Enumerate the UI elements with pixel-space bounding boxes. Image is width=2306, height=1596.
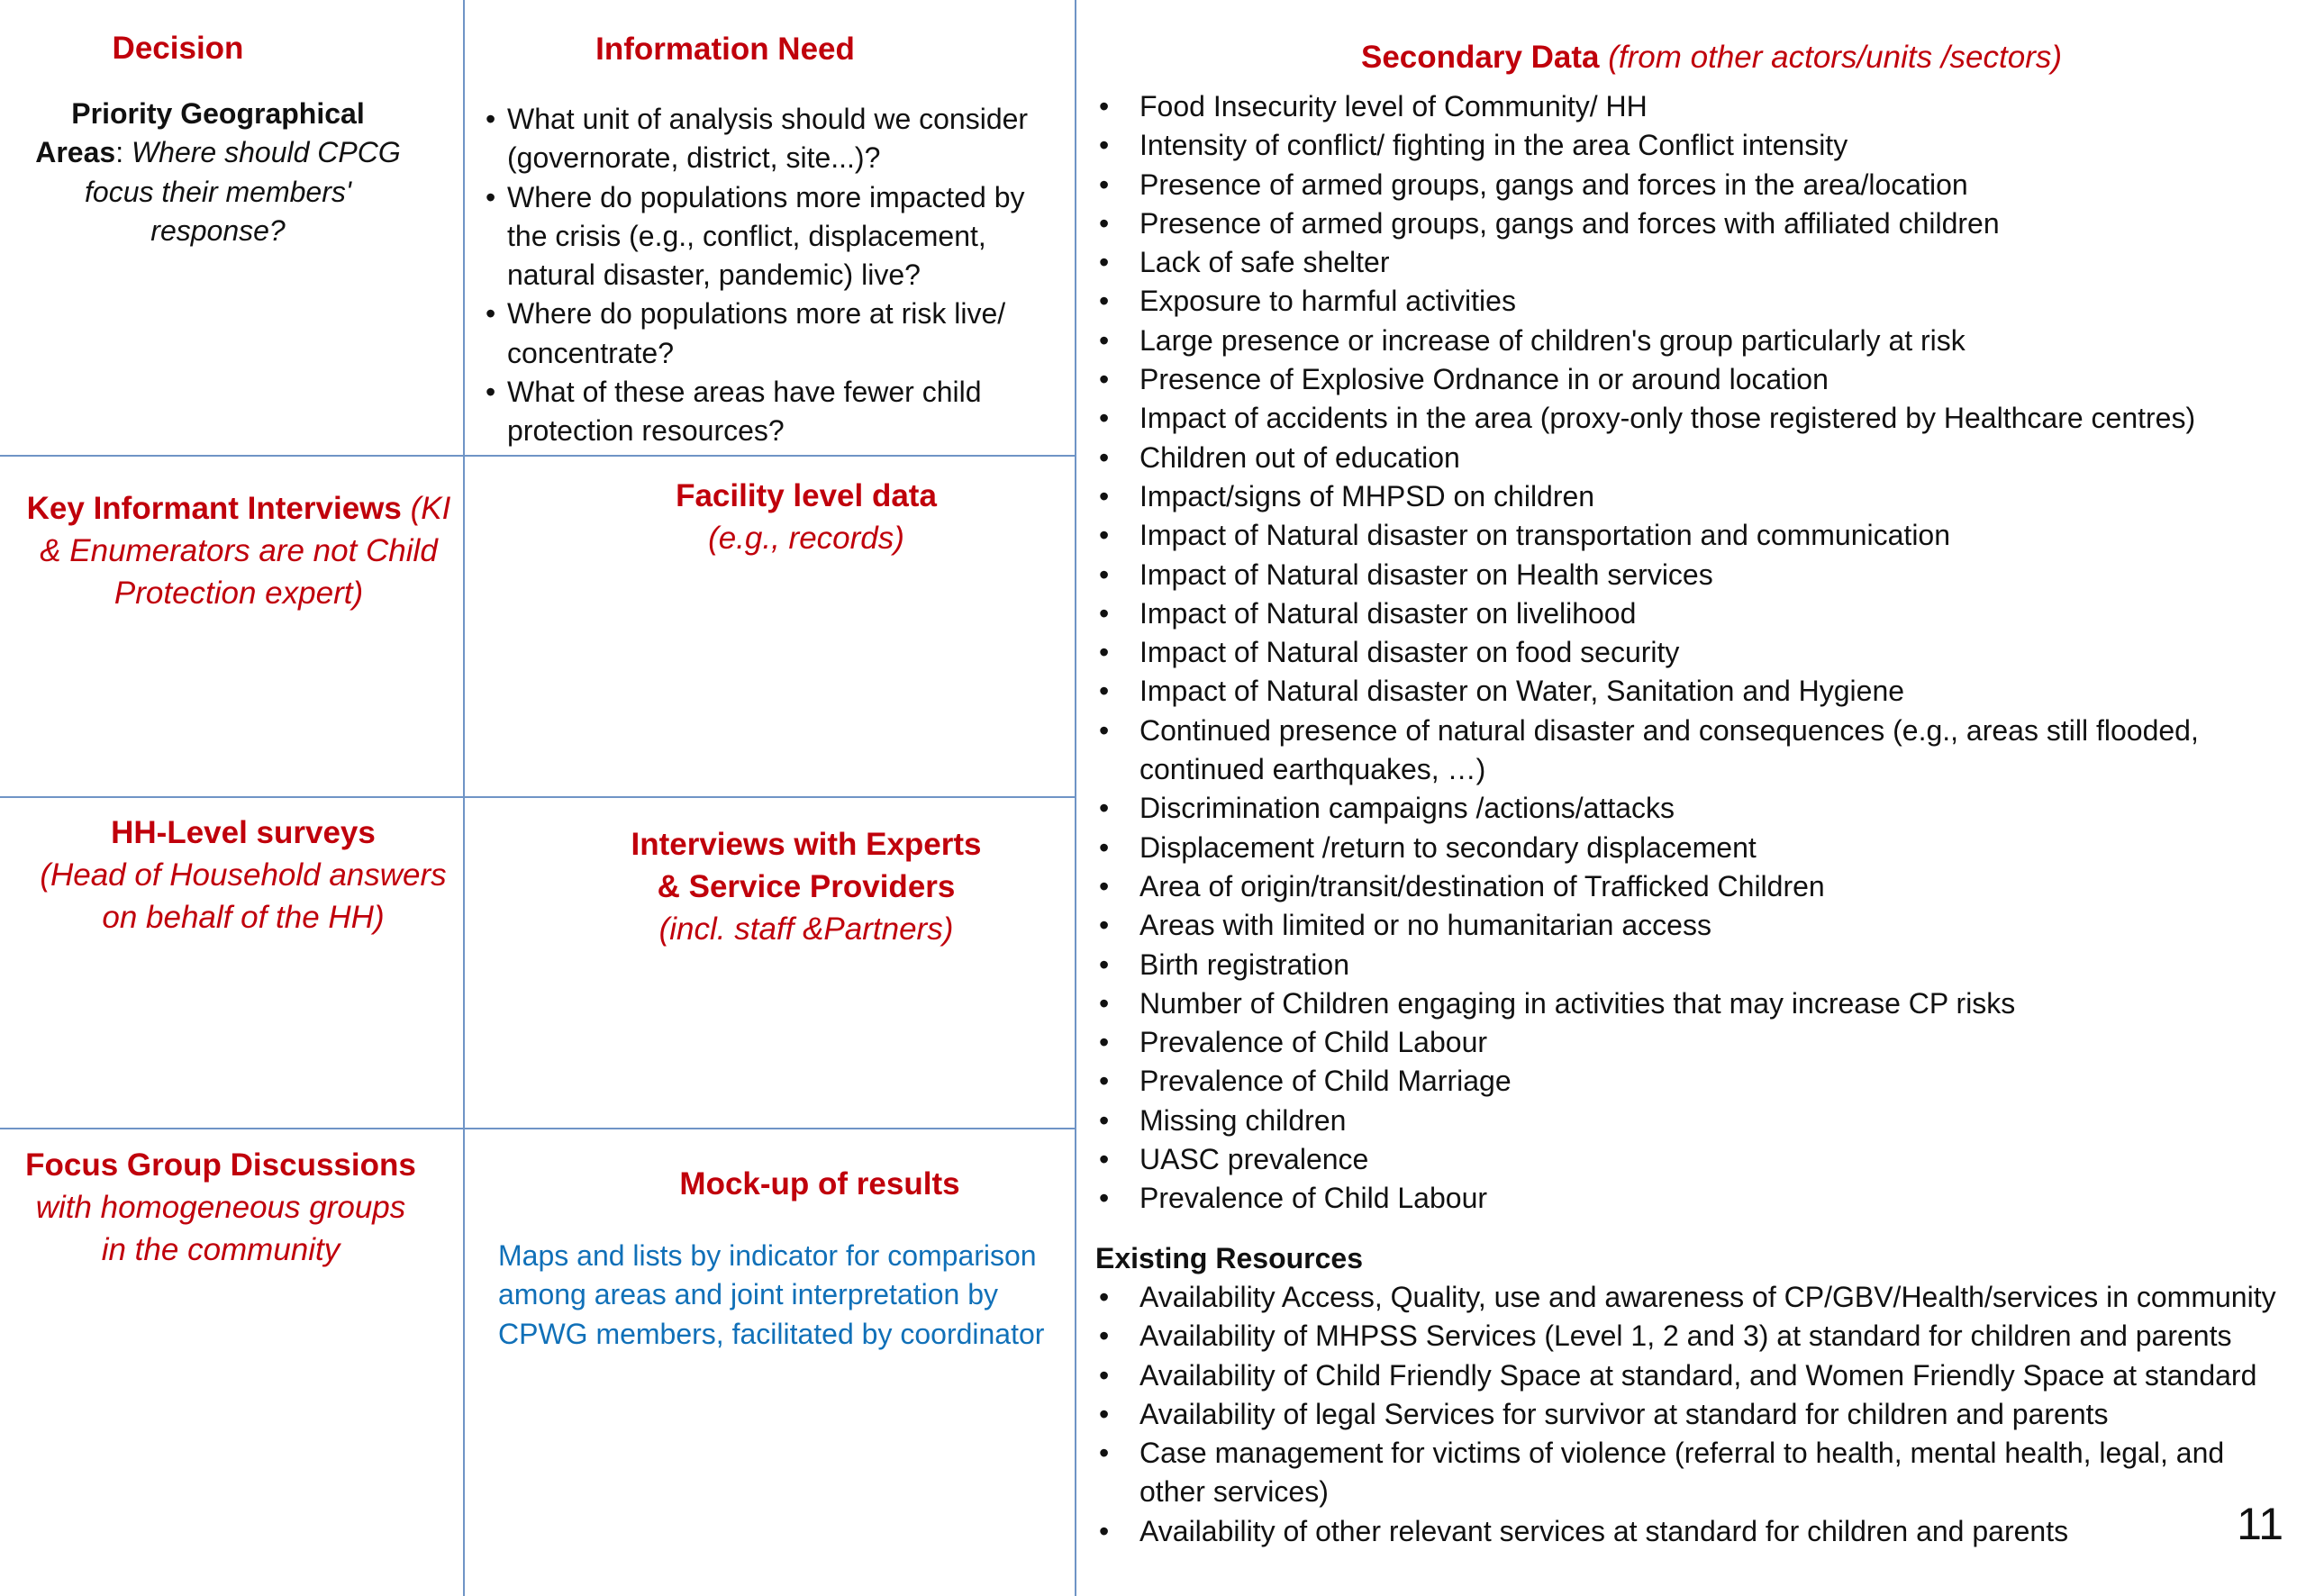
secondary-data-item-text: Impact of Natural disaster on Water, Sanitation and Hygiene xyxy=(1139,675,1905,708)
bullet-icon: • xyxy=(1099,713,1110,747)
bullet-icon: • xyxy=(1099,1065,1110,1098)
information-need-item-text: What unit of analysis should we consider (governorate, district, site...)? xyxy=(507,103,1029,175)
bullet-icon: • xyxy=(1099,168,1110,201)
secondary-data-item xyxy=(1094,633,2279,672)
secondary-data-item-text: Prevalence of Child Labour xyxy=(1139,1026,1488,1059)
existing-resources-item-text: Availability of MHPSS Services (Level 1, 2 and 3) at standard for children and parents xyxy=(1139,1319,2232,1353)
focus-groups-title: Focus Group Discussions xyxy=(25,1147,416,1183)
secondary-data-item xyxy=(1094,867,2279,906)
decision-question: Where should CPCG focus their members' response? xyxy=(85,136,401,247)
information-need-item xyxy=(486,295,1062,373)
secondary-data-item xyxy=(1094,789,2279,828)
page-number: 11 xyxy=(2237,1499,2283,1549)
existing-resources-item-text: Availability of Child Friendly Space at standard, and Women Friendly Space at standard xyxy=(1139,1358,2257,1392)
bullet-icon: • xyxy=(1099,636,1110,669)
bullet-icon: • xyxy=(1099,986,1110,1020)
hh-surveys-note: (Head of Household answers on behalf of the HH) xyxy=(40,857,447,935)
existing-resources-list xyxy=(1094,1278,2292,1551)
secondary-data-item xyxy=(1094,594,2279,633)
secondary-data-item xyxy=(1094,1102,2279,1140)
existing-resources-item xyxy=(1094,1512,2292,1551)
bullet-icon: • xyxy=(1099,246,1110,279)
secondary-data-item-text: Prevalence of Child Labour xyxy=(1139,1182,1488,1215)
decision-header: Decision xyxy=(112,31,244,66)
bullet-icon: • xyxy=(1099,558,1110,591)
facility-note: (e.g., records) xyxy=(708,521,904,556)
bullet-icon: • xyxy=(1099,285,1110,318)
information-need-list xyxy=(486,100,1062,451)
secondary-data-item-text: Prevalence of Child Marriage xyxy=(1139,1065,1512,1098)
grid-divider-col1 xyxy=(463,0,465,1596)
secondary-data-item-text: Large presence or increase of children's group particularly at risk xyxy=(1139,323,1966,357)
existing-resources-item xyxy=(1094,1317,2292,1356)
grid-divider-row2 xyxy=(0,796,1076,798)
bullet-icon: • xyxy=(1099,1103,1110,1137)
secondary-data-item xyxy=(1094,166,2279,204)
secondary-data-item xyxy=(1094,439,2279,477)
secondary-data-item-text: Missing children xyxy=(1139,1103,1347,1137)
existing-resources-title: Existing Resources xyxy=(1095,1242,1363,1274)
information-need-header: Information Need xyxy=(595,32,855,67)
bullet-icon: • xyxy=(1099,402,1110,435)
existing-resources-item-text: Availability of legal Services for survivor at standard for children and parents xyxy=(1139,1397,2109,1430)
information-need-cell xyxy=(463,28,987,70)
mockup-text: Maps and lists by indicator for comparison among areas and joint interpretation by CPWG members, facilitated by coordinator xyxy=(498,1239,1045,1350)
bullet-icon: • xyxy=(1099,90,1110,122)
bullet-icon: • xyxy=(1099,1182,1110,1215)
key-informant-note: (KI & Enumerators are not Child Protection expert) xyxy=(40,491,451,611)
experts-title-line2: & Service Providers xyxy=(657,869,956,904)
bullet-icon: • xyxy=(1099,596,1110,630)
secondary-data-item xyxy=(1094,1140,2279,1179)
secondary-data-item-text: Discrimination campaigns /actions/attacks xyxy=(1139,792,1675,825)
bullet-icon: • xyxy=(1099,1437,1110,1470)
bullet-icon: • xyxy=(1099,675,1110,708)
secondary-data-item xyxy=(1094,1062,2279,1101)
secondary-data-item xyxy=(1094,87,2279,126)
secondary-data-header xyxy=(1117,36,2306,78)
priority-question xyxy=(20,133,416,250)
secondary-data-item xyxy=(1094,829,2279,867)
secondary-data-item xyxy=(1094,126,2279,165)
facility-cell xyxy=(536,475,1076,559)
secondary-data-item xyxy=(1094,282,2279,321)
secondary-data-item xyxy=(1094,399,2279,438)
secondary-data-subtitle: (from other actors/units /sectors) xyxy=(1608,40,2063,75)
bullet-icon: • xyxy=(1099,948,1110,981)
bullet-icon: • xyxy=(1099,519,1110,552)
secondary-data-item-text: Lack of safe shelter xyxy=(1139,246,1390,279)
bullet-icon: • xyxy=(1099,1319,1110,1353)
secondary-data-item-text: Impact of Natural disaster on Health services xyxy=(1139,558,1713,591)
bullet-icon: • xyxy=(486,103,496,135)
secondary-data-item-text: Number of Children engaging in activities that may increase CP risks xyxy=(1139,986,2016,1020)
secondary-data-item xyxy=(1094,516,2279,555)
bullet-icon: • xyxy=(1099,1397,1110,1430)
bullet-icon: • xyxy=(1099,1026,1110,1059)
bullet-icon: • xyxy=(1099,869,1110,902)
key-informant-cell xyxy=(23,487,455,614)
information-need-item-text: What of these areas have fewer child protection resources? xyxy=(507,376,982,448)
secondary-data-item-text: Intensity of conflict/ fighting in the area Conflict intensity xyxy=(1139,129,1848,162)
experts-title-line1: Interviews with Experts xyxy=(631,827,982,862)
existing-resources-item-text: Availability Access, Quality, use and awareness of CP/GBV/Health/services in community xyxy=(1139,1281,2276,1313)
priority-title: Priority Geographical xyxy=(71,97,365,130)
secondary-data-item-text: Birth registration xyxy=(1139,948,1349,981)
secondary-data-item xyxy=(1094,906,2279,945)
bullet-icon: • xyxy=(1099,323,1110,357)
bullet-icon: • xyxy=(486,297,496,331)
grid-divider-col2 xyxy=(1075,0,1076,1596)
secondary-data-item xyxy=(1094,1179,2279,1218)
hh-surveys-title: HH-Level surveys xyxy=(111,815,376,850)
grid-divider-row3 xyxy=(0,1128,1076,1129)
bullet-icon: • xyxy=(1099,1358,1110,1392)
secondary-data-item xyxy=(1094,477,2279,516)
secondary-data-item-text: Displacement /return to secondary displacement xyxy=(1139,830,1757,864)
focus-groups-note-line1: with homogeneous groups xyxy=(35,1190,406,1225)
secondary-data-item-text: Presence of Explosive Ordnance in or around location xyxy=(1139,363,1829,396)
secondary-data-item xyxy=(1094,322,2279,360)
secondary-data-item-text: Impact of Natural disaster on food security xyxy=(1139,636,1680,669)
secondary-data-item xyxy=(1094,360,2279,399)
hh-surveys-cell xyxy=(27,812,459,939)
secondary-data-item xyxy=(1094,712,2279,790)
secondary-data-item-text: Exposure to harmful activities xyxy=(1139,285,1516,318)
bullet-icon: • xyxy=(1099,129,1110,162)
bullet-icon: • xyxy=(1099,1514,1110,1547)
facility-title: Facility level data xyxy=(676,478,937,513)
bullet-icon: • xyxy=(486,180,496,213)
secondary-data-item-text: Food Insecurity level of Community/ HH xyxy=(1139,90,1648,122)
experts-cell xyxy=(536,823,1076,950)
bullet-icon: • xyxy=(1099,479,1110,512)
bullet-icon: • xyxy=(1099,792,1110,825)
secondary-data-item-text: Impact of Natural disaster on livelihood xyxy=(1139,596,1637,630)
existing-resources-item-text: Case management for victims of violence (referral to health, mental health, legal, and other services) xyxy=(1139,1437,2225,1509)
key-informant-title: Key Informant Interviews xyxy=(26,491,402,526)
bullet-icon: • xyxy=(486,376,496,409)
information-need-item-text: Where do populations more at risk live/ concentrate? xyxy=(507,297,1006,369)
bullet-icon: • xyxy=(1099,909,1110,942)
information-need-item xyxy=(486,178,1062,295)
mockup-title: Mock-up of results xyxy=(679,1166,960,1202)
areas-separator: : xyxy=(115,136,124,169)
secondary-data-item xyxy=(1094,204,2279,243)
experts-note: (incl. staff &Partners) xyxy=(658,911,954,947)
existing-resources-item xyxy=(1094,1356,2292,1395)
information-need-item-text: Where do populations more impacted by the crisis (e.g., conflict, displacement, natural disaster, pandemic) live? xyxy=(507,180,1025,292)
secondary-data-item-text: Impact of Natural disaster on transportation and communication xyxy=(1139,519,1951,552)
bullet-icon: • xyxy=(1099,1281,1110,1313)
bullet-icon: • xyxy=(1099,363,1110,396)
secondary-data-item xyxy=(1094,946,2279,984)
focus-groups-cell xyxy=(0,1144,441,1271)
secondary-data-item-text: Impact of accidents in the area (proxy-only those registered by Healthcare centres) xyxy=(1139,402,2196,435)
secondary-data-list xyxy=(1094,87,2279,1219)
secondary-data-item xyxy=(1094,243,2279,282)
bullet-icon: • xyxy=(1099,440,1110,474)
secondary-data-item-text: Children out of education xyxy=(1139,440,1460,474)
secondary-data-item xyxy=(1094,556,2279,594)
bullet-icon: • xyxy=(1099,206,1110,240)
secondary-data-item xyxy=(1094,672,2279,711)
existing-resources-item-text: Availability of other relevant services at standard for children and parents xyxy=(1139,1514,2069,1547)
information-need-item xyxy=(486,100,1062,178)
focus-groups-note-line2: in the community xyxy=(101,1232,340,1267)
existing-resources-item xyxy=(1094,1278,2292,1317)
decision-cell xyxy=(0,27,356,69)
secondary-data-item-text: Presence of armed groups, gangs and forces with affiliated children xyxy=(1139,206,2000,240)
secondary-data-item-text: Continued presence of natural disaster and consequences (e.g., areas still flooded, continued earthquakes, …) xyxy=(1139,713,2199,786)
secondary-data-item-text: Presence of armed groups, gangs and forces in the area/location xyxy=(1139,168,1968,201)
bullet-icon: • xyxy=(1099,1143,1110,1176)
secondary-data-item xyxy=(1094,1023,2279,1062)
grid-divider-row1 xyxy=(0,455,1076,457)
existing-resources-item xyxy=(1094,1434,2292,1512)
existing-resources-item xyxy=(1094,1395,2292,1434)
secondary-data-item-text: Areas with limited or no humanitarian access xyxy=(1139,909,1711,942)
information-need-item xyxy=(486,373,1062,451)
secondary-data-item-text: UASC prevalence xyxy=(1139,1143,1369,1176)
decision-body xyxy=(20,95,416,250)
bullet-icon: • xyxy=(1099,830,1110,864)
secondary-data-item-text: Impact/signs of MHPSD on children xyxy=(1139,479,1595,512)
secondary-data-item-text: Area of origin/transit/destination of Trafficked Children xyxy=(1139,869,1825,902)
secondary-data-item xyxy=(1094,984,2279,1023)
secondary-data-title: Secondary Data xyxy=(1360,40,1600,75)
areas-label: Areas xyxy=(35,136,116,169)
